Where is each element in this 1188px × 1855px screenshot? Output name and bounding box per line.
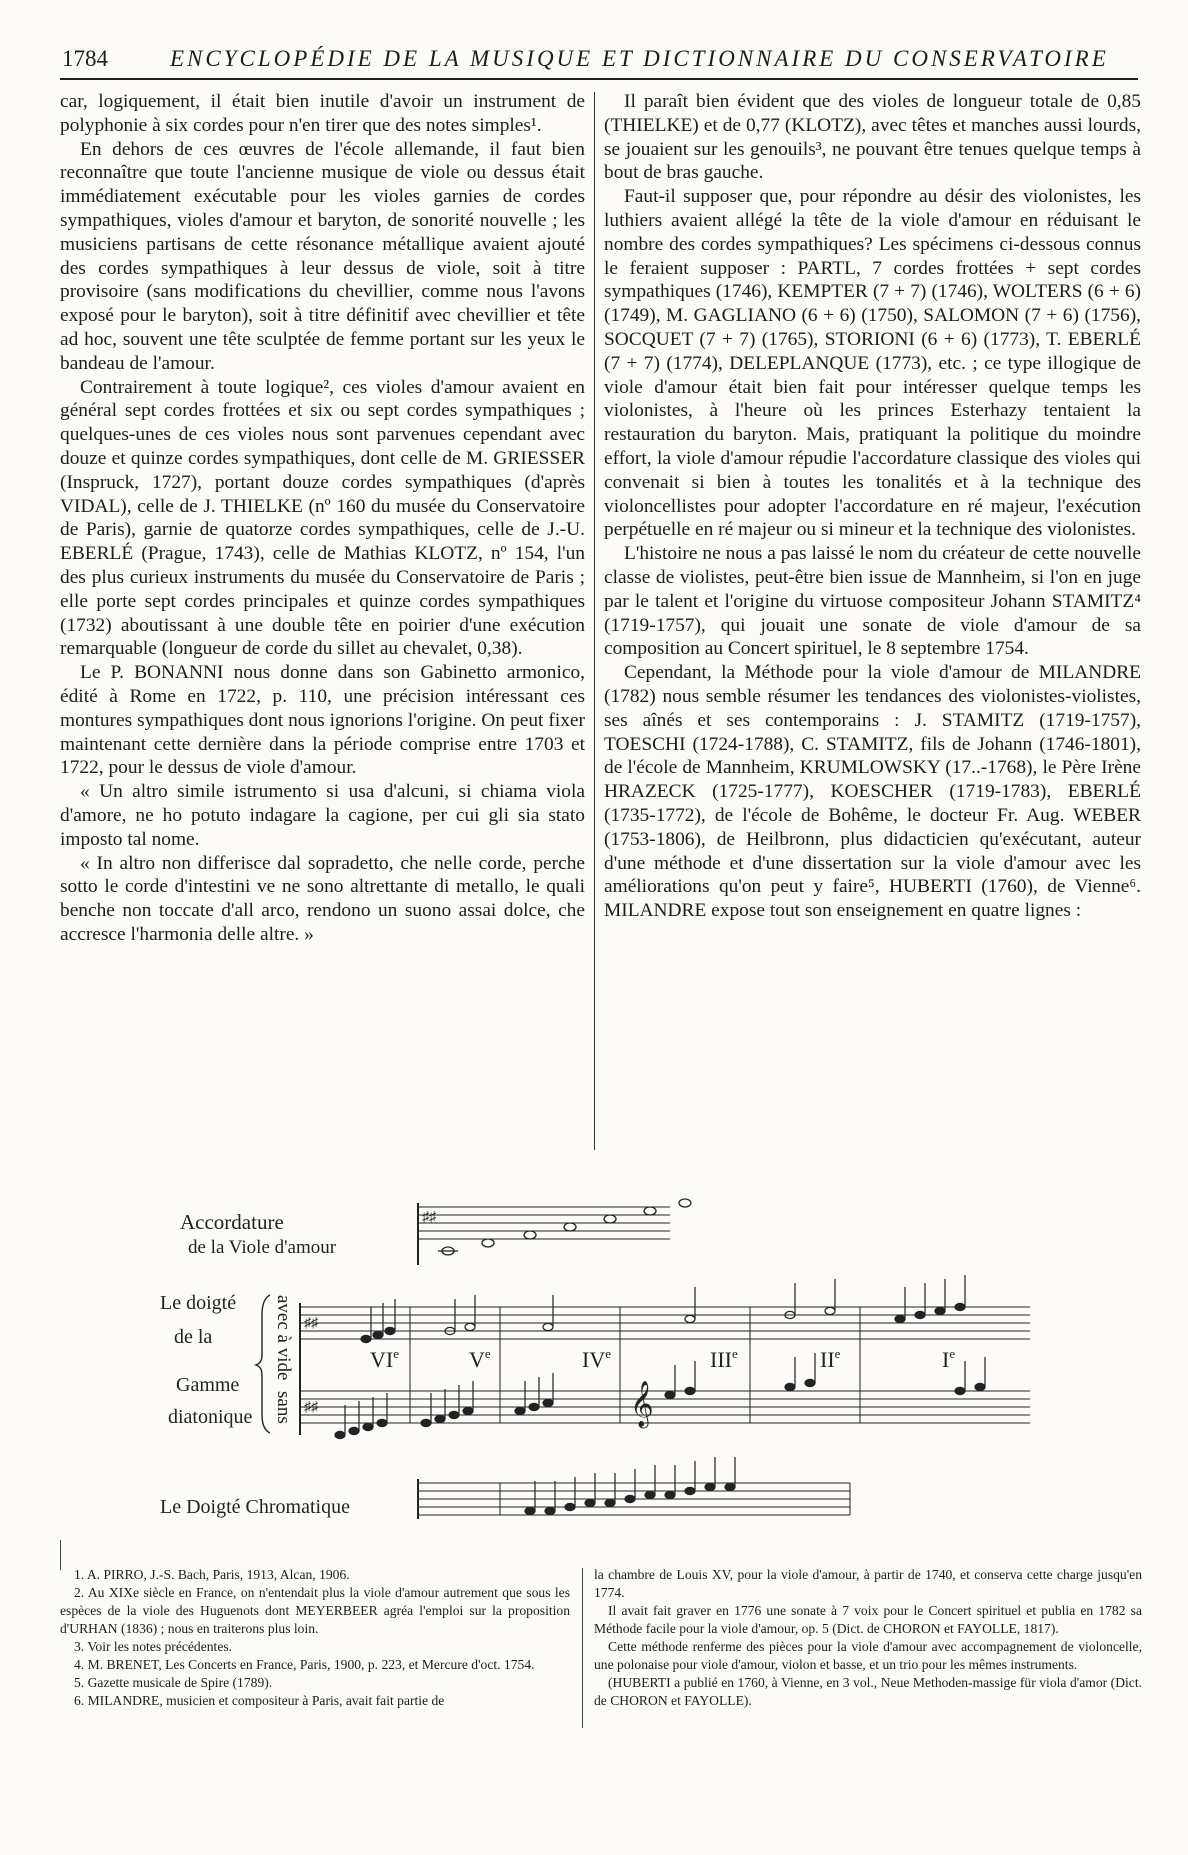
paragraph: Cependant, la Méthode pour la viole d'amour de MILANDRE (1782) nous semble résumer les tendances des violonistes-violistes, ses aînés et ses contemporains : J. STAMITZ (1719-1757), TOESCHI (1724-1788), C. STAMITZ, fils de Johann (1746-1801), de l'école de Mannheim, KRUMLOWSKY (17..-1768), le Père Irène HRAZECK (1725-1777), KOESCHER (1719-1783), EBERLÉ (1735-1772), de l'école de Bohême, le docteur Fr. Aug. WEBER (1753-1806), de Heilbronn, plus didacticien qu'exécutant, auteur d'une méthode et d'une dissertation sur la viole d'amour avec les améliorations qu'on peut y faire⁵, HUBERTI (1760), de Vienne⁶. MILANDRE expose tout son enseignement en quatre lignes : <box>604 662 1141 922</box>
paragraph: En dehors de ces œuvres de l'école allemande, il faut bien reconnaître que toute l'ancienne musique de viole ou dessus était immédiatement exécutable pour les violes garnies de cordes sympathiques, violes d'amour et baryton, de sonorité nouvelle ; les musiciens partisans de cette résonance métallique avaient ajouté des cordes sympathiques à leur dessus de viole, soit à titre provisoire (sans modifications du chevillier, comme nous l'avons exposé pour le baryton), soit à titre définitif avec chevillier et tête ad hoc, souvent une tête sculptée de femme portant sur les yeux le bandeau de l'amour. <box>60 138 585 374</box>
position-i: Ie <box>942 1346 956 1372</box>
page-header <box>60 46 1138 80</box>
paragraph: Le P. BONANNI nous donne dans son Gabinetto armonico, édité à Rome en 1722, p. 110, une précision intéressant ces montures sympathiques dont nous ignorions l'origine. On peut fixer maintenant cette dernière dans la période comprise entre 1703 et 1722, pour le dessus de viole d'amour. <box>60 662 585 779</box>
chromatic-notes <box>525 1457 735 1515</box>
footnote: (HUBERTI a publié en 1760, à Vienne, en 3 vol., Neue Methoden-massige für viola d'amor (Dict. de CHORON et FAYOLLE). <box>594 1675 1142 1708</box>
footnote: 2. Au XIXe siècle en France, on n'entendait plus la viole d'amour autrement que sous les espèces de la viole des Huguenots dont MEYERBEER agréa l'emploi sur la proposition d'URHAN (1836) ; nous en traiterons plus loin. <box>60 1585 570 1636</box>
upper-staff-notes <box>361 1275 965 1343</box>
position-vi: VIe <box>370 1346 399 1372</box>
doigte-label-3: Gamme <box>176 1374 240 1396</box>
sharp-icon: ♯♯ <box>422 1210 436 1225</box>
footnote: Il avait fait graver en 1776 une sonate à 7 voix pour le Concert spirituel et publia en 1782 sa Méthode facile pour la viole d'amour, op. 5 (Dict. de CHORON et FAYOLLE, 1817). <box>594 1603 1142 1636</box>
position-iv: IVe <box>582 1346 611 1372</box>
footnote: 3. Voir les notes précédentes. <box>74 1639 233 1654</box>
doigte-label-4: diatonique <box>168 1406 253 1428</box>
paragraph: Faut-il supposer que, pour répondre au désir des violonistes, les luthiers avaient allégé la tête de la viole d'amour en réduisant le nombre des cordes sympathiques? Les spécimens ci-dessous connus le feraient supposer : PARTL, 7 cordes frottées + sept cordes sympathiques (1746), KEMPTER (7 + 7) (1746), WOLTERS (6 + 6) (1749), M. GAGLIANO (6 + 6) (1750), SALOMON (7 + 6) (1756), SOCQUET (7 + 7) (1765), STORIONI (6 + 6) (1773), T. EBERLÉ (7 + 7) (1774), DELEPLANQUE (1773), etc. ; ce type illogique de viole d'amour était bien fait pour intéresser quelque temps les violonistes, à l'heure où les princes Esterhazy tentaient la restauration du baryton. Mais, pratiquant la politique du moindre effort, la viole d'amour répudie l'accordature classique des violes qui convenait si bien à toutes les tonalités et à la technique des violoncellistes pour adopter l'accordature en ré majeur, l'exécution perpétuelle en ré majeur ou si mineur et la technique des violonistes. <box>604 186 1141 541</box>
position-labels <box>370 1346 955 1372</box>
sharp-icon: ♯♯ <box>304 1400 318 1415</box>
footnote: 1. A. PIRRO, J.-S. Bach, Paris, 1913, Alcan, 1906. <box>74 1567 350 1582</box>
accordature-label-1: Accordature <box>180 1210 284 1234</box>
accordature-label-2: de la Viole d'amour <box>188 1237 337 1258</box>
position-ii: IIe <box>820 1346 841 1372</box>
footnote: 5. Gazette musicale de Spire (1789). <box>74 1675 273 1690</box>
paragraph: car, logiquement, il était bien inutile d'avoir un instrument de polyphonie à six cordes pour n'en tirer que des notes simples¹. <box>60 91 585 136</box>
avec-a-vide-label: avec à vide <box>273 1295 294 1381</box>
music-example <box>160 1195 1030 1535</box>
footnote: 6. MILANDRE, musicien et compositeur à Paris, avait fait partie de <box>74 1693 445 1708</box>
column-divider <box>594 92 595 1150</box>
sans-label: sans <box>273 1391 294 1424</box>
position-iii: IIIe <box>710 1346 738 1372</box>
treble-clef-icon: 𝄞 <box>630 1381 654 1426</box>
position-v: Ve <box>469 1346 491 1372</box>
running-title: ENCYCLOPÉDIE DE LA MUSIQUE ET DICTIONNAIRE DU CONSERVATOIRE <box>170 46 1109 71</box>
page-number: 1784 <box>62 46 108 71</box>
footnote-divider <box>582 1568 583 1728</box>
quotation: « Un altro simile istrumento si usa d'alcuni, si chiama viola d'amore, ne ho potuto indagare la cagione, per cui gli sia stato imposto tal nome. <box>60 781 585 850</box>
sharp-icon: ♯♯ <box>304 1316 318 1331</box>
footnotes-right <box>594 1566 1142 1710</box>
lower-staff-notes <box>335 1353 985 1439</box>
doigte-label-1: Le doigté <box>160 1292 237 1314</box>
footnotes-left <box>60 1566 570 1710</box>
chromatique-label: Le Doigté Chromatique <box>160 1496 350 1518</box>
footnote: la chambre de Louis XV, pour la viole d'amour, à partir de 1740, et conserva cette charge jusqu'en 1774. <box>594 1567 1142 1600</box>
right-column <box>604 90 1141 923</box>
footnote: Cette méthode renferme des pièces pour la viole d'amour avec accompagnement de violoncelle, une polonaise pour viole d'amour, violon et basse, et un trio pour les mêmes instruments. <box>594 1639 1142 1672</box>
quotation: « In altro non differisce dal sopradetto, che nelle corde, perche sotto le corde d'intestini ve ne sono altrettante di metallo, le quali benche non toccate d'all arco, rendono un suono assai dolce, che accresce l'harmonia delle altre. » <box>60 852 585 945</box>
brace <box>256 1295 270 1433</box>
paragraph: Il paraît bien évident que des violes de longueur totale de 0,85 (THIELKE) et de 0,77 (KLOTZ), avec têtes et manches aussi lourds, se jouaient sur les genouils³, ne pouvant être tenues quelque temps à bout de bras gauche. <box>604 91 1141 184</box>
left-column <box>60 90 585 947</box>
doigte-label-2: de la <box>174 1326 213 1348</box>
accordature-staff <box>418 1203 670 1265</box>
paragraph: L'histoire ne nous a pas laissé le nom du créateur de cette nouvelle classe de violistes, peut-être bien issue de Mannheim, si l'on en juge par le talent et l'origine du virtuose compositeur Johann STAMITZ⁴ (1719-1757), qui jouait une sonate de viole d'amour de sa composition au Concert spirituel, le 8 septembre 1754. <box>604 543 1141 660</box>
paragraph: Contrairement à toute logique², ces violes d'amour avaient en général sept cordes frottées et six ou sept cordes sympathiques ; quelques-unes de ces violes nous sont parvenues cependant avec douze et quinze cordes sympathiques, dont celle de M. GRIESSER (Inspruck, 1727), portant douze cordes sympathiques (d'après VIDAL), celle de J. THIELKE (nº 160 du musée du Conservatoire de Paris), garnie de quatorze cordes sympathiques, celle de J.-U. EBERLÉ (Prague, 1743), celle de Mathias KLOTZ, nº 154, l'un des plus curieux instruments du musée du Conservatoire de Paris ; elle porte sept cordes principales et quinze cordes sympathiques (1732) aboutissant à une double tête en poirier d'une exécution remarquable (longueur de corde du sillet au chevalet, 0,38). <box>60 376 585 660</box>
footnote: 4. M. BRENET, Les Concerts en France, Paris, 1900, p. 223, et Mercure d'oct. 1754. <box>74 1657 535 1672</box>
